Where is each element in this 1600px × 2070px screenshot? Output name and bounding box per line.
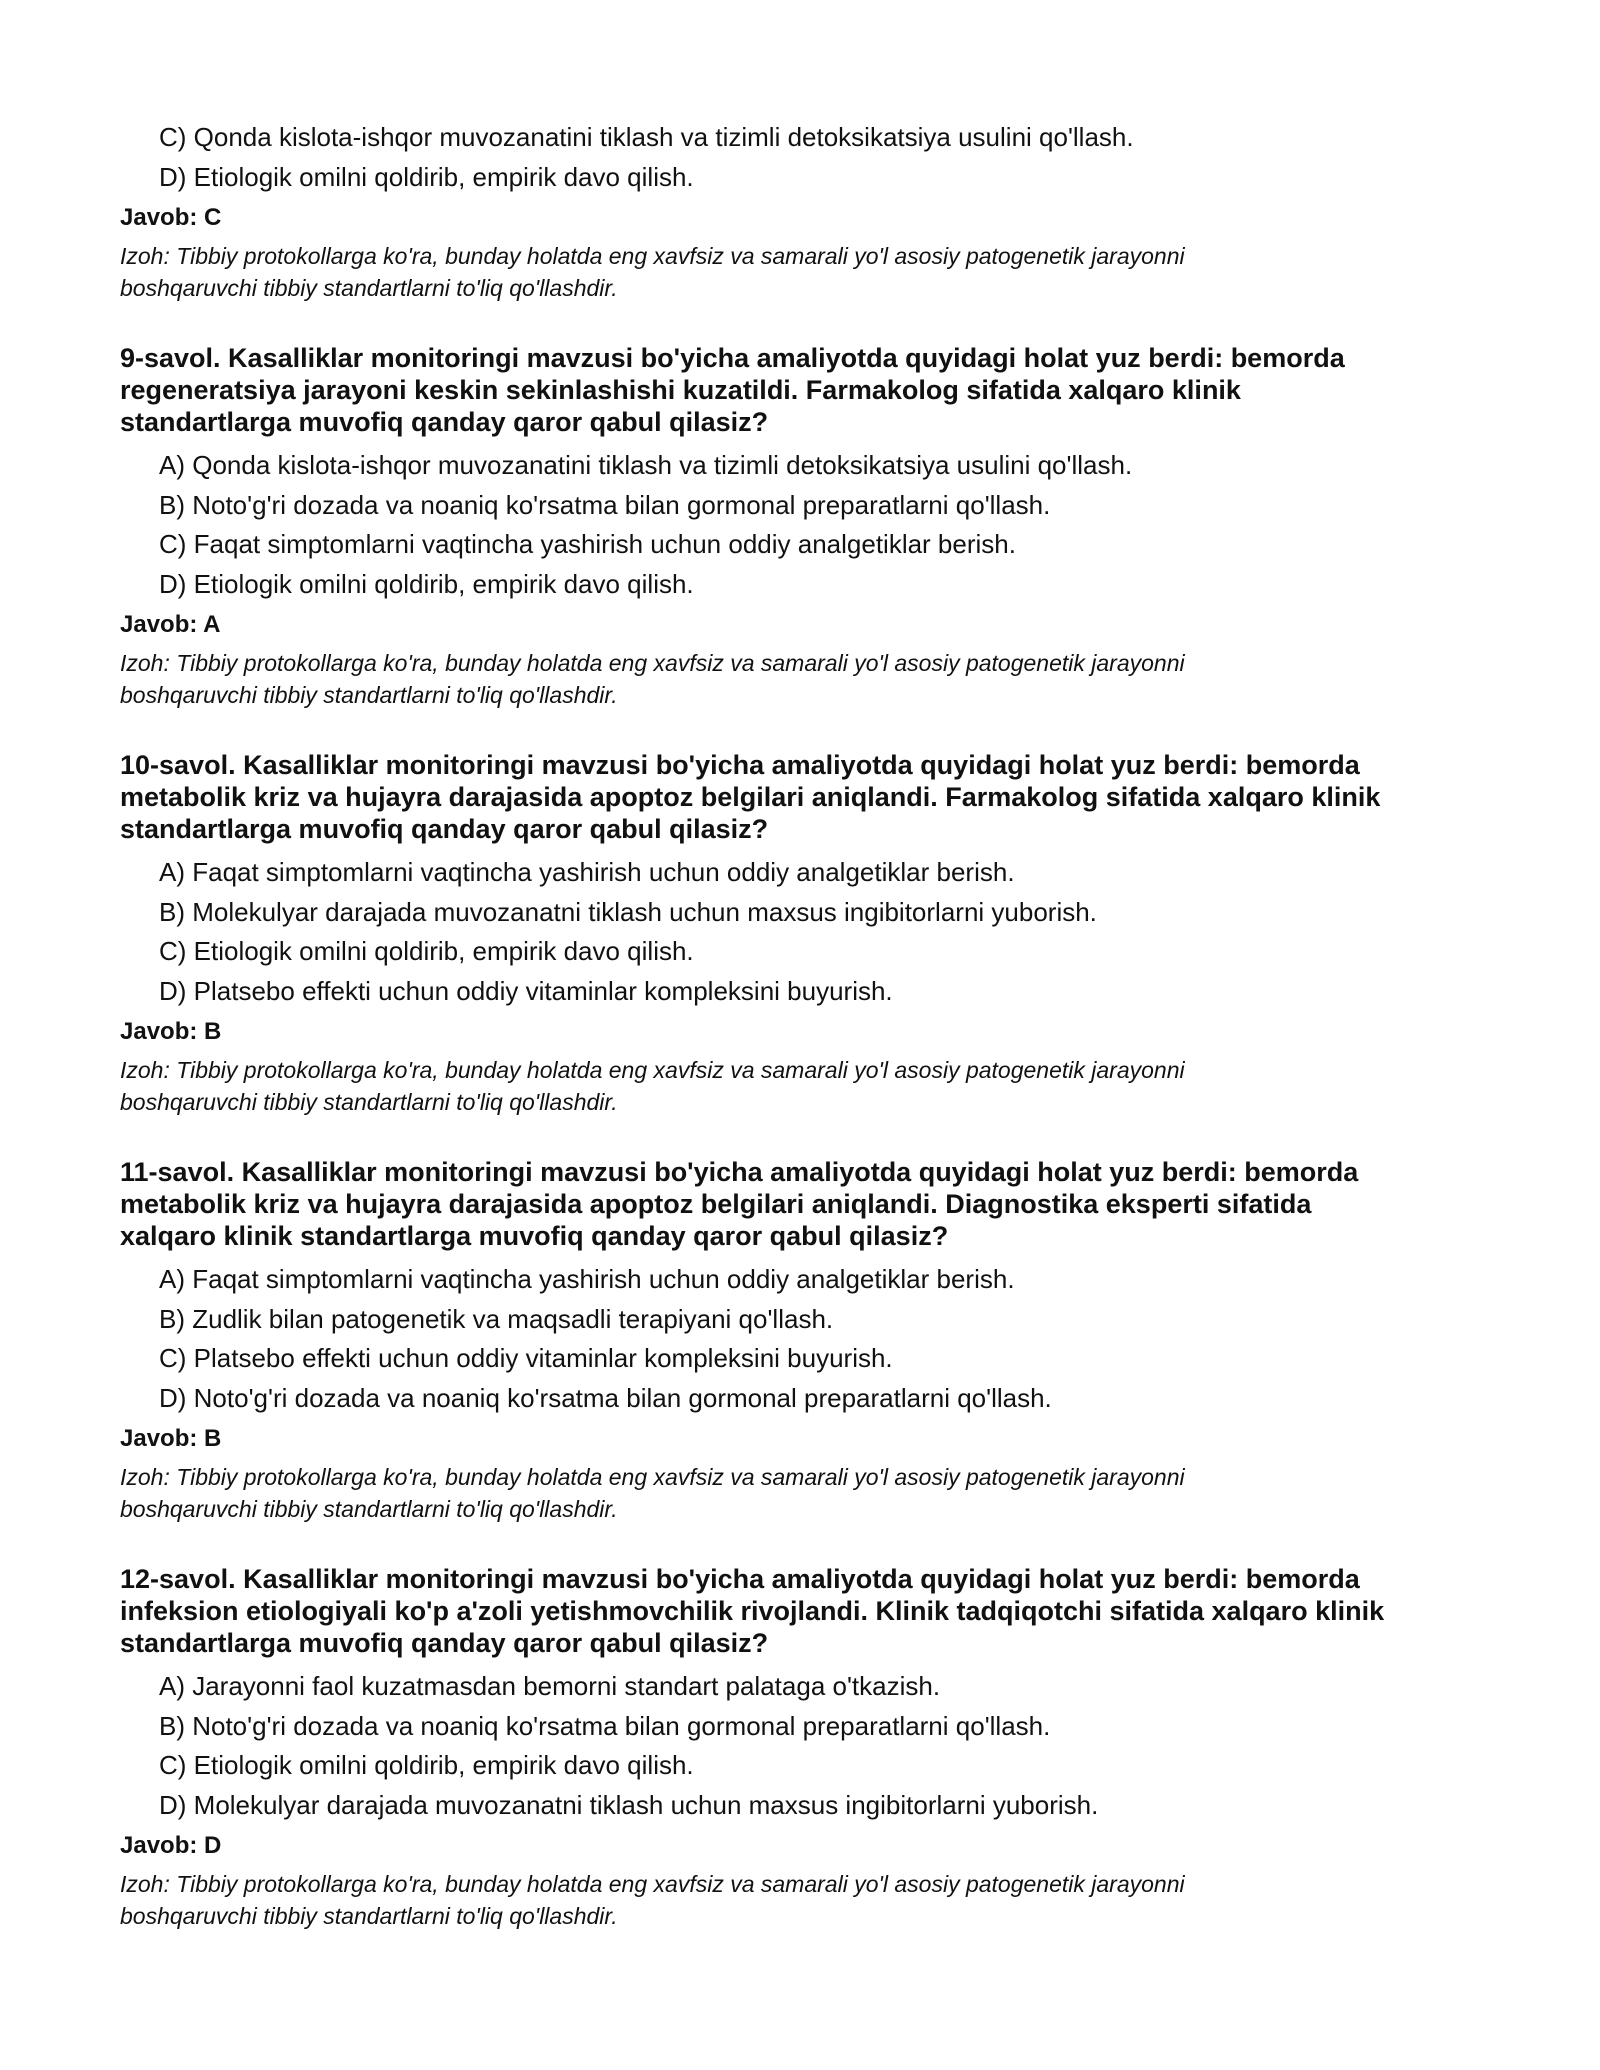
question-line: standartlarga muvofiq qanday qaror qabul qilasiz?	[120, 1628, 769, 1658]
question-8-continuation	[120, 118, 1480, 304]
note-line: boshqaruvchi tibbiy standartlarni to'liq qo'llashdir.	[120, 1903, 618, 1929]
note-line: boshqaruvchi tibbiy standartlarni to'liq qo'llashdir.	[120, 1089, 618, 1115]
explanation-note	[120, 1054, 1480, 1118]
option-b: B) Zudlik bilan patogenetik va maqsadli terapiyani qo'llash.	[159, 1303, 834, 1334]
question-12	[120, 1563, 1480, 1932]
answer-label: Javob: C	[120, 204, 222, 231]
question-line: standartlarga muvofiq qanday qaror qabul qilasiz?	[120, 407, 769, 437]
option-c: C) Etiologik omilni qoldirib, empirik davo qilish.	[159, 936, 694, 966]
explanation-note	[120, 1461, 1480, 1525]
option-d: D) Etiologik omilni qoldirib, empirik davo qilish.	[159, 568, 694, 599]
option-a: A) Faqat simptomlarni vaqtincha yashirish uchun oddiy analgetiklar berish.	[159, 857, 1015, 887]
option-a: A) Qonda kislota-ishqor muvozanatini tiklash va tizimli detoksikatsiya usulini qo'llash.	[159, 450, 1133, 480]
note-line: Izoh: Tibbiy protokollarga ko'ra, bunday holatda eng xavfsiz va samarali yo'l asosiy patogenetik jarayonni	[120, 1464, 1185, 1490]
option-b: B) Noto'g'ri dozada va noaniq ko'rsatma bilan gormonal preparatlarni qo'llash.	[159, 1710, 1051, 1741]
question-line: metabolik kriz va hujayra darajasida apoptoz belgilari aniqlandi. Farmakolog sifatida xalqaro klinik	[120, 782, 1381, 812]
question-line: 12-savol. Kasalliklar monitoringi mavzusi bo'yicha amaliyotda quyidagi holat yuz berdi: bemorda	[120, 1564, 1360, 1594]
question-10	[120, 749, 1480, 1118]
question-line: metabolik kriz va hujayra darajasida apoptoz belgilari aniqlandi. Diagnostika eksperti sifatida	[120, 1189, 1312, 1219]
option-d: D) Molekulyar darajada muvozanatni tiklash uchun maxsus ingibitorlarni yuborish.	[159, 1789, 1099, 1820]
question-text	[120, 1563, 1480, 1659]
option-c: C) Faqat simptomlarni vaqtincha yashirish uchun oddiy analgetiklar berish.	[159, 529, 1016, 559]
option-b: B) Noto'g'ri dozada va noaniq ko'rsatma bilan gormonal preparatlarni qo'llash.	[159, 489, 1051, 520]
question-9	[120, 342, 1480, 711]
question-line: xalqaro klinik standartlarga muvofiq qanday qaror qabul qilasiz?	[120, 1221, 949, 1251]
answer-label: Javob: B	[120, 1018, 222, 1045]
explanation-note	[120, 240, 1480, 304]
option-c: C) Qonda kislota-ishqor muvozanatini tiklash va tizimli detoksikatsiya usulini qo'llash.	[159, 122, 1134, 152]
question-line: regeneratsiya jarayoni keskin sekinlashishi kuzatildi. Farmakolog sifatida xalqaro klinik	[120, 375, 1241, 405]
note-line: Izoh: Tibbiy protokollarga ko'ra, bunday holatda eng xavfsiz va samarali yo'l asosiy patogenetik jarayonni	[120, 650, 1185, 676]
option-d: D) Noto'g'ri dozada va noaniq ko'rsatma bilan gormonal preparatlarni qo'llash.	[159, 1382, 1052, 1413]
answer-label: Javob: A	[120, 611, 221, 638]
note-line: boshqaruvchi tibbiy standartlarni to'liq qo'llashdir.	[120, 275, 618, 301]
question-line: infeksion etiologiyali ko'p a'zoli yetishmovchilik rivojlandi. Klinik tadqiqotchi sifatida xalqaro klinik	[120, 1596, 1385, 1626]
question-line: 10-savol. Kasalliklar monitoringi mavzusi bo'yicha amaliyotda quyidagi holat yuz berdi: bemorda	[120, 750, 1360, 780]
question-line: 9-savol. Kasalliklar monitoringi mavzusi bo'yicha amaliyotda quyidagi holat yuz berdi: bemorda	[120, 343, 1345, 373]
question-line: 11-savol. Kasalliklar monitoringi mavzusi bo'yicha amaliyotda quyidagi holat yuz berdi: bemorda	[120, 1157, 1359, 1187]
option-d: D) Platsebo effekti uchun oddiy vitaminlar kompleksini buyurish.	[159, 975, 893, 1006]
option-a: A) Faqat simptomlarni vaqtincha yashirish uchun oddiy analgetiklar berish.	[159, 1264, 1015, 1294]
question-text	[120, 342, 1480, 438]
note-line: Izoh: Tibbiy protokollarga ko'ra, bunday holatda eng xavfsiz va samarali yo'l asosiy patogenetik jarayonni	[120, 1871, 1185, 1897]
option-c: C) Etiologik omilni qoldirib, empirik davo qilish.	[159, 1750, 694, 1780]
option-d: D) Etiologik omilni qoldirib, empirik davo qilish.	[159, 161, 694, 192]
question-line: standartlarga muvofiq qanday qaror qabul qilasiz?	[120, 814, 769, 844]
answer-label: Javob: B	[120, 1425, 222, 1452]
question-11	[120, 1156, 1480, 1525]
note-line: boshqaruvchi tibbiy standartlarni to'liq qo'llashdir.	[120, 1496, 618, 1522]
explanation-note	[120, 1868, 1480, 1932]
answer-label: Javob: D	[120, 1832, 222, 1859]
question-text	[120, 1156, 1480, 1252]
question-text	[120, 749, 1480, 845]
note-line: Izoh: Tibbiy protokollarga ko'ra, bunday holatda eng xavfsiz va samarali yo'l asosiy patogenetik jarayonni	[120, 243, 1185, 269]
explanation-note	[120, 647, 1480, 711]
note-line: boshqaruvchi tibbiy standartlarni to'liq qo'llashdir.	[120, 682, 618, 708]
option-c: C) Platsebo effekti uchun oddiy vitaminlar kompleksini buyurish.	[159, 1343, 893, 1373]
option-b: B) Molekulyar darajada muvozanatni tiklash uchun maxsus ingibitorlarni yuborish.	[159, 896, 1097, 927]
option-a: A) Jarayonni faol kuzatmasdan bemorni standart palataga o'tkazish.	[159, 1671, 941, 1701]
document-page	[120, 118, 1480, 1932]
note-line: Izoh: Tibbiy protokollarga ko'ra, bunday holatda eng xavfsiz va samarali yo'l asosiy patogenetik jarayonni	[120, 1057, 1185, 1083]
